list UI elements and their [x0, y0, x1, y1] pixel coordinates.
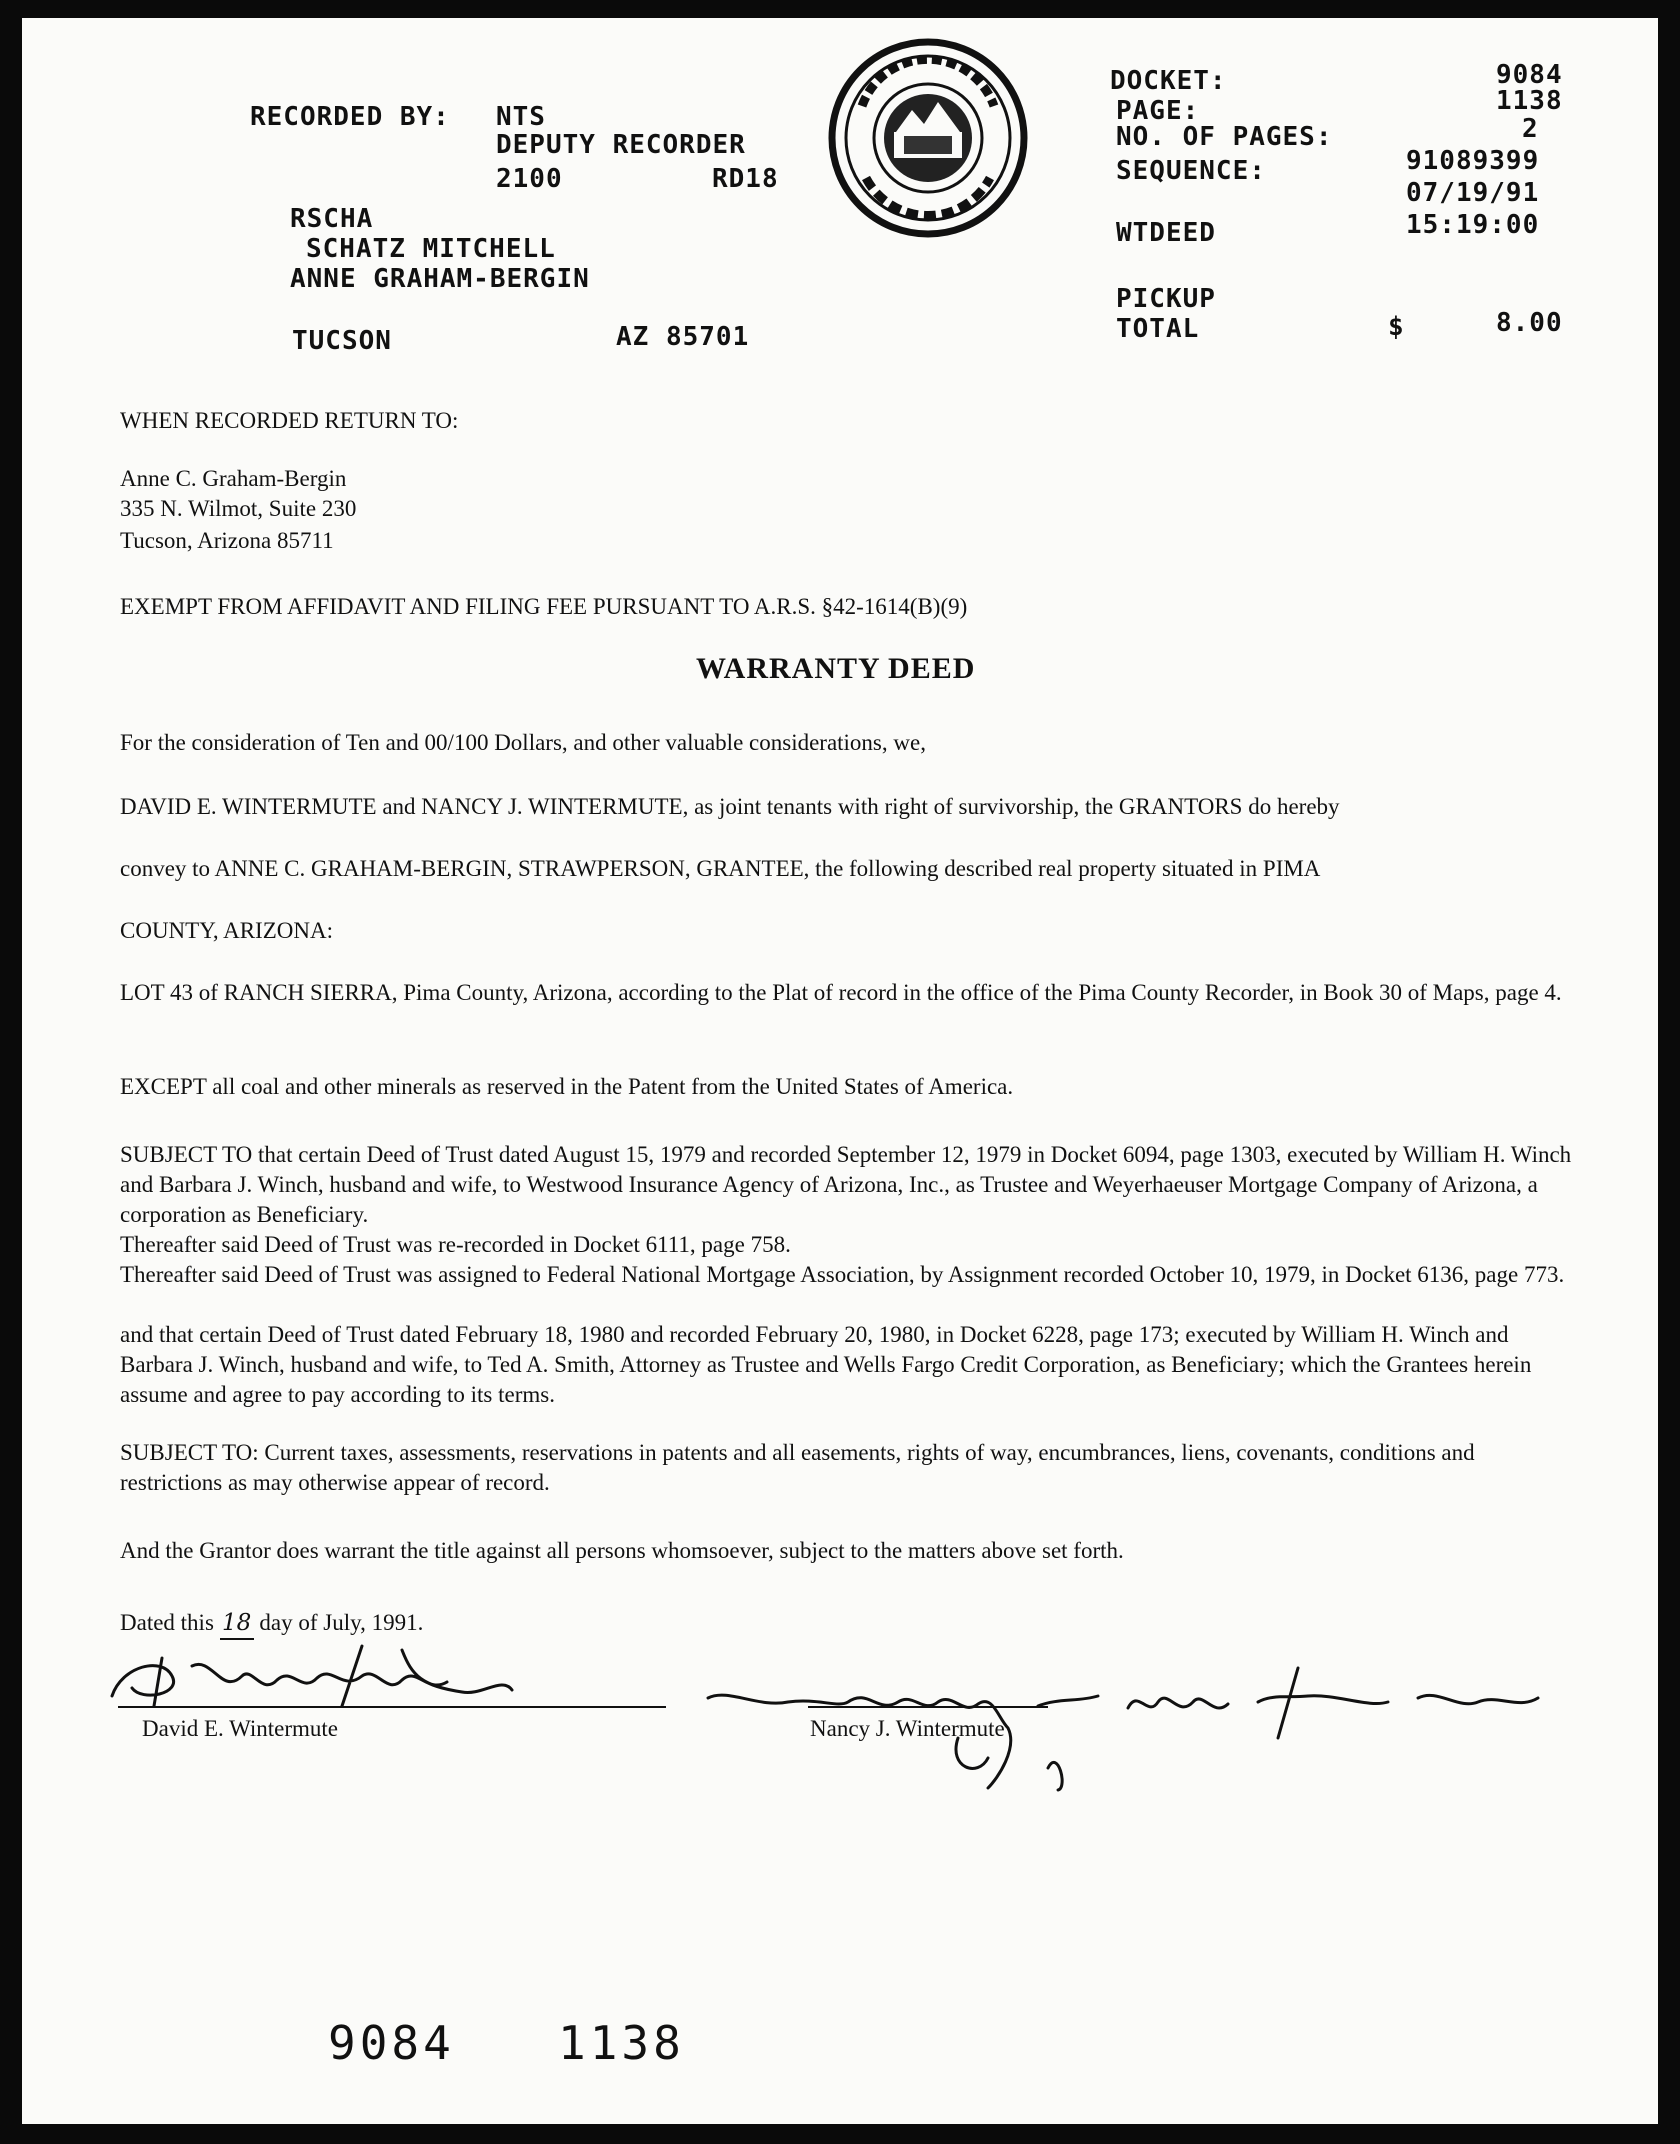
second-deed-paragraph: and that certain Deed of Trust dated February 18, 1980 and recorded February 20, 1980, in Docket 6228, page 173; executed by William H. Winch and Barbara J. Winch, husband and wife, to Ted A. Smith, Attorney as Trustee and Wells Fargo Credit Corporation, as Beneficiary; which the Grantees herein assume and agree to pay according to its terms.	[120, 1322, 1532, 1407]
convey-paragraph: convey to ANNE C. GRAHAM-BERGIN, STRAWPERSON, GRANTEE, the following described real property situated in PIMA	[120, 856, 1321, 881]
footer-page: 1138	[558, 2016, 685, 2070]
recording-date: 07/19/91	[1406, 178, 1540, 208]
exempt-statement: EXEMPT FROM AFFIDAVIT AND FILING FEE PURSUANT TO A.R.S. §42-1614(B)(9)	[120, 594, 968, 619]
recording-line-3: ANNE GRAHAM-BERGIN	[290, 264, 590, 294]
left-signature-line	[118, 1706, 666, 1708]
county-paragraph: COUNTY, ARIZONA:	[120, 918, 333, 943]
recorded-by-label: RECORDED BY:	[250, 102, 450, 132]
consideration-paragraph: For the consideration of Ten and 00/100 Dollars, and other valuable considerations, we,	[120, 730, 926, 755]
grantors-paragraph: DAVID E. WINTERMUTE and NANCY J. WINTERMUTE, as joint tenants with right of survivorship, the GRANTORS do hereby	[120, 794, 1340, 819]
document-title: WARRANTY DEED	[696, 652, 976, 685]
page-value: 1138	[1496, 86, 1563, 116]
recorder-code-left: 2100	[496, 164, 563, 194]
pickup-label: PICKUP	[1116, 284, 1216, 314]
dated-day: 18	[220, 1608, 254, 1640]
dated-prefix: Dated this	[120, 1610, 214, 1635]
docket-value: 9084	[1496, 60, 1563, 90]
page-label: PAGE:	[1116, 96, 1200, 126]
docket-label: DOCKET:	[1110, 66, 1227, 96]
recording-line-1: RSCHA	[290, 204, 374, 234]
recording-time: 15:19:00	[1406, 210, 1540, 240]
subject-to-deed-paragraph: SUBJECT TO that certain Deed of Trust dated August 15, 1979 and recorded September 12, 1979 in Docket 6094, page 1303, executed by William H. Winch and Barbara J. Winch, husband and wife, to Westwood Insurance Agency of Arizona, Inc., as Trustee and Weyerhaeuser Mortgage Company of Arizona, a corporation as Beneficiary.	[120, 1142, 1572, 1227]
currency-symbol: $	[1388, 312, 1405, 342]
recording-state-zip: AZ 85701	[616, 322, 750, 352]
total-value: 8.00	[1496, 308, 1563, 338]
pages-value: 2	[1522, 114, 1539, 144]
david-wintermute-signature-icon	[102, 1636, 572, 1726]
dated-suffix: day of July, 1991.	[259, 1610, 424, 1635]
total-label: TOTAL	[1116, 314, 1200, 344]
deputy-recorder: DEPUTY RECORDER	[496, 130, 746, 160]
recorder-code-right: RD18	[712, 164, 779, 194]
right-signer-name: Nancy J. Wintermute	[810, 1716, 1005, 1741]
rerecorded-paragraph: Thereafter said Deed of Trust was re-recorded in Docket 6111, page 758.	[120, 1232, 791, 1257]
left-signer-name: David E. Wintermute	[142, 1716, 339, 1741]
warrant-paragraph: And the Grantor does warrant the title against all persons whomsoever, subject to the matters above set forth.	[120, 1538, 1124, 1563]
footer-docket: 9084	[328, 2016, 455, 2070]
sequence-value: 91089399	[1406, 146, 1540, 176]
document-type: WTDEED	[1116, 218, 1216, 248]
right-signature-line	[808, 1706, 1048, 1708]
recording-line-2: SCHATZ MITCHELL	[306, 234, 556, 264]
return-to-name: Anne C. Graham-Bergin	[120, 466, 347, 491]
return-to-address: 335 N. Wilmot, Suite 230	[120, 496, 357, 521]
subject-to-taxes-paragraph: SUBJECT TO: Current taxes, assessments, reservations in patents and all easements, rights of way, encumbrances, liens, covenants, conditions and restrictions as may otherwise appear of record.	[120, 1440, 1475, 1495]
document-page	[22, 18, 1658, 2124]
assigned-paragraph: Thereafter said Deed of Trust was assigned to Federal National Mortgage Association, by Assignment recorded October 10, 1979, in Docket 6136, page 773.	[120, 1262, 1565, 1287]
pages-label: NO. OF PAGES:	[1116, 122, 1333, 152]
return-to-heading: WHEN RECORDED RETURN TO:	[120, 408, 459, 433]
lot-paragraph: LOT 43 of RANCH SIERRA, Pima County, Arizona, according to the Plat of record in the office of the Pima County Recorder, in Book 30 of Maps, page 4.	[120, 980, 1562, 1005]
recorded-by-value: NTS	[496, 102, 546, 132]
pima-county-seal-icon	[826, 36, 1030, 240]
return-to-city: Tucson, Arizona 85711	[120, 528, 334, 553]
recording-city: TUCSON	[292, 326, 392, 356]
sequence-label: SEQUENCE:	[1116, 156, 1266, 186]
except-paragraph: EXCEPT all coal and other minerals as reserved in the Patent from the United States of America.	[120, 1074, 1014, 1099]
